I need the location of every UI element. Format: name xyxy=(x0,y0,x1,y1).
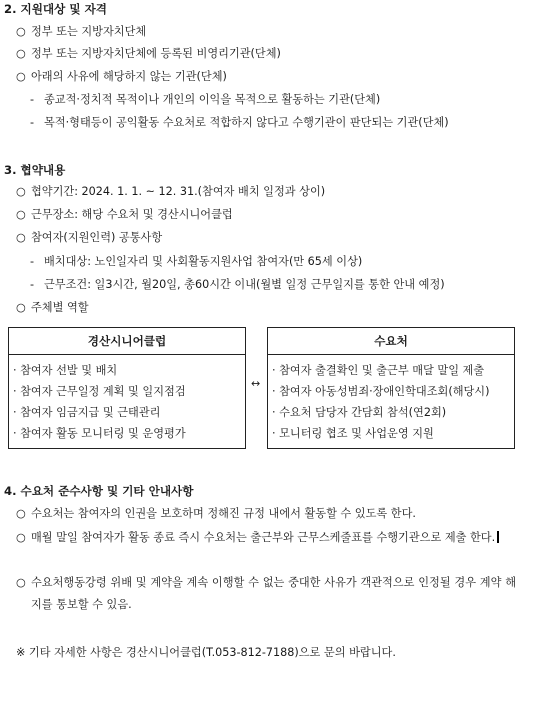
list-item: · 참여자 아동성범죄·장애인학대조회(해당시) xyxy=(272,385,490,398)
right-role-box-title: 수요처 xyxy=(268,328,514,355)
section-2-item: ○ 아래의 사유에 해당하지 않는 기관(단체) xyxy=(16,70,227,83)
section-2-sub-item: - 종교적·정치적 목적이나 개인의 이익을 목적으로 활동하는 기관(단체) xyxy=(30,93,381,106)
circle-bullet-icon: ○ xyxy=(16,185,26,198)
section-3-sub-item: - 배치대상: 노인일자리 및 사회활동지원사업 참여자(만 65세 이상) xyxy=(30,255,363,268)
circle-bullet-icon: ○ xyxy=(16,231,26,244)
section-2-sub-item: - 목적·형태등이 공익활동 수요처로 적합하지 않다고 수행기관이 판단되는 기관(단체) xyxy=(30,116,449,129)
text-cursor xyxy=(497,531,499,543)
list-item: · 참여자 출결확인 및 출근부 매달 말일 제출 xyxy=(272,364,485,377)
section-4-item: ○ 수요처는 참여자의 인권을 보호하며 정해진 규정 내에서 활동할 수 있도록 한다. xyxy=(16,503,516,525)
dash-bullet: - xyxy=(30,255,35,268)
list-item: · 참여자 활동 모니터링 및 운영평가 xyxy=(13,427,186,440)
section-4-item: ○ 수요처행동강령 위배 및 계약을 계속 이행할 수 없는 중대한 사유가 객관적으로 인정될 경우 계약 해지를 통보할 수 있음. xyxy=(16,572,516,616)
section-3-sub-item: - 근무조건: 일3시간, 월20일, 총60시간 이내(월별 일정 근무일지를 통한 안내 예정) xyxy=(30,278,445,291)
left-role-box xyxy=(8,327,246,449)
left-role-box-items xyxy=(13,360,186,444)
double-arrow-icon: ↔ xyxy=(251,377,261,390)
circle-bullet-icon: ○ xyxy=(16,208,26,221)
list-item: · 참여자 임금지급 및 근태관리 xyxy=(13,406,161,419)
circle-bullet-icon: ○ xyxy=(16,301,26,314)
list-item: · 모니터링 협조 및 사업운영 지원 xyxy=(272,427,434,440)
list-item: · 참여자 선발 및 배치 xyxy=(13,364,118,377)
section-3-item: ○ 협약기간: 2024. 1. 1. ~ 12. 31.(참여자 배치 일정과 상이) xyxy=(16,185,326,198)
dash-bullet: - xyxy=(30,93,35,106)
right-role-box-items xyxy=(272,360,489,444)
section-4-item: ○ 매월 말일 참여자가 활동 종료 즉시 수요처는 출근부와 근무스케줄표를 수행기관으로 제출 한다. xyxy=(16,527,516,571)
circle-bullet-icon: ○ xyxy=(16,507,26,520)
circle-bullet-icon: ○ xyxy=(16,531,26,544)
list-item: · 수요처 담당자 간담회 참석(연2회) xyxy=(272,406,447,419)
section-2-heading: 2. 지원대상 및 자격 xyxy=(4,2,107,16)
section-4-heading: 4. 수요처 준수사항 및 기타 안내사항 xyxy=(4,484,194,498)
circle-bullet-icon: ○ xyxy=(16,47,26,60)
contact-note: ※ 기타 자세한 사항은 경산시니어클럽(T.053-812-7188)으로 문의 바랍니다. xyxy=(16,646,396,659)
section-3-item: ○ 참여자(지원인력) 공통사항 xyxy=(16,231,163,244)
circle-bullet-icon: ○ xyxy=(16,25,26,38)
circle-bullet-icon: ○ xyxy=(16,576,26,589)
section-2-item: ○ 정부 또는 지방자치단체 xyxy=(16,25,147,38)
dash-bullet: - xyxy=(30,116,35,129)
right-role-box xyxy=(267,327,515,449)
left-role-box-title: 경산시니어클럽 xyxy=(9,328,245,355)
section-3-item: ○ 근무장소: 해당 수요처 및 경산시니어클럽 xyxy=(16,208,233,221)
dash-bullet: - xyxy=(30,278,35,291)
section-3-heading: 3. 협약내용 xyxy=(4,163,66,177)
list-item: · 참여자 근무일정 계획 및 일지점검 xyxy=(13,385,186,398)
section-3-roles-label: ○ 주체별 역할 xyxy=(16,301,89,314)
section-2-item: ○ 정부 또는 지방자치단체에 등록된 비영리기관(단체) xyxy=(16,47,281,60)
circle-bullet-icon: ○ xyxy=(16,70,26,83)
